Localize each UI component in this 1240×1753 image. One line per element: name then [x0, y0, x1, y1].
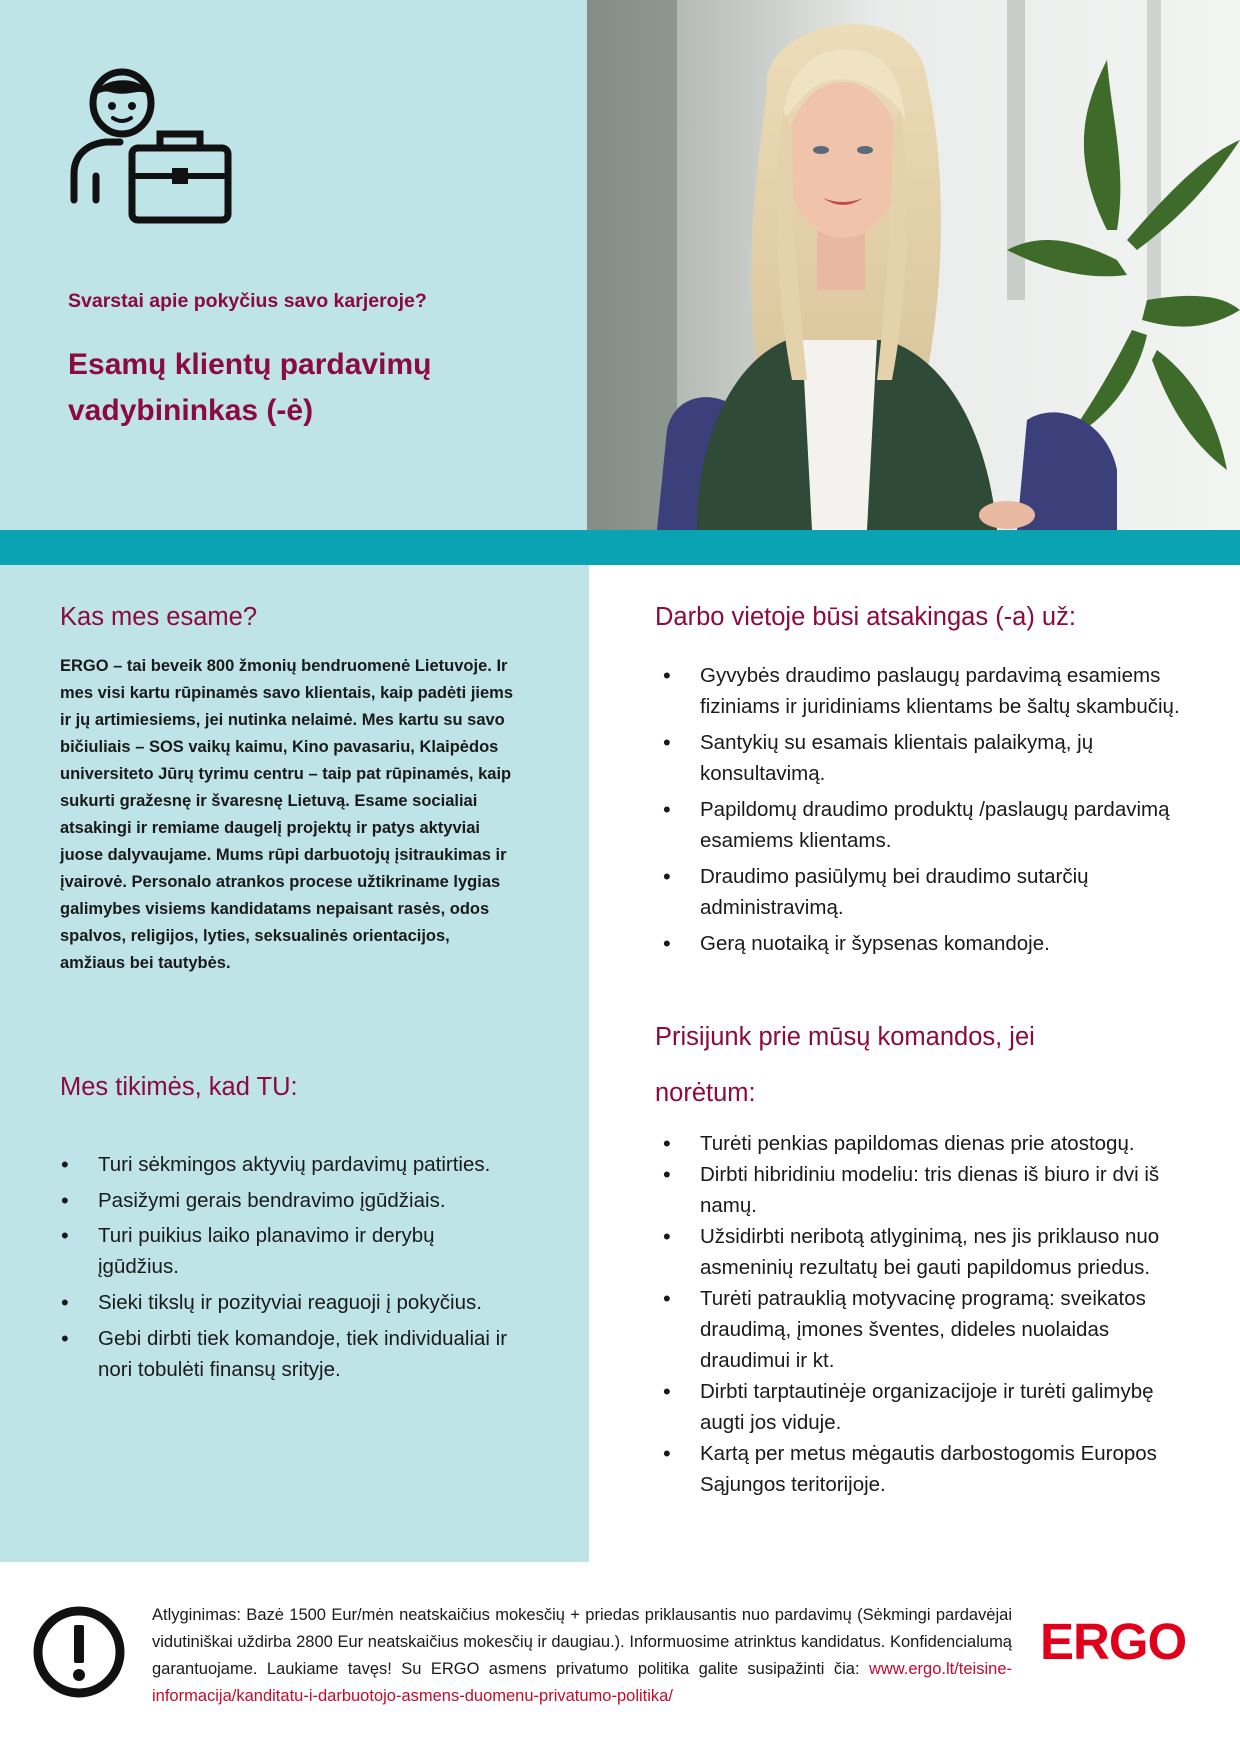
join-heading-line1: Prisijunk prie mūsų komandos, jei: [655, 1023, 1035, 1051]
duties-heading: Darbo vietoje būsi atsakingas (-a) už:: [655, 603, 1076, 631]
list-item: • Pasižymi gerais bendravimo įgūdžiais.: [98, 1185, 518, 1216]
list-item: • Papildomų draudimo produktų /paslaugų pardavimą esamiems klientams.: [700, 794, 1180, 856]
list-item: • Gerą nuotaiką ir šypsenas komandoje.: [700, 928, 1180, 959]
woman-portrait-image: [587, 0, 1240, 530]
list-item: • Draudimo pasiūlymų bei draudimo sutarčių administravimą.: [700, 861, 1180, 923]
list-item: • Sieki tikslų ir pozityviai reaguoji į pokyčius.: [98, 1287, 518, 1318]
job-title-line2: vadybininkas (-ė): [68, 394, 314, 427]
list-item: • Kartą per metus mėgautis darbostogomis Europos Sąjungos teritorijoje.: [700, 1438, 1180, 1500]
privacy-policy-link[interactable]: www.ergo.lt/teisine-informacija/kanditatu-i-darbuotojo-asmens-duomenu-privatumo-politika/: [152, 1660, 1012, 1705]
list-item: • Turėti patrauklią motyvacinę programą: sveikatos draudimą, įmones šventes, dideles nuolaidas draudimui ir kt.: [700, 1283, 1180, 1376]
about-heading: Kas mes esame?: [60, 603, 258, 631]
about-text: ERGO – tai beveik 800 žmonių bendruomenė Lietuvoje. Ir mes visi kartu rūpinamės savo klientais, kaip padėti jiems ir jų artimiesiems, jei nutinka nelaimė. Mes kartu su savo bičiuliais – SOS vaikų kaimu, Kino pavasariu, Klaipėdos universiteto Jūrų tyrimu centru – taip pat rūpinamės, kaip sukurti gražesnę ir švaresnę Lietuvą. Esame socialiai atsakingi ir remiame daugelį projektų ir patys aktyviai juose dalyvaujame. Mums rūpi darbuotojų įsitraukimas ir įvairovė. Personalo atrankos procese užtikriname lygias galimybes visiems kandidatams nepaisant rasės, odos spalvos, religijos, lyties, seksualinės orientacijos, amžiaus bei tautybės.: [60, 657, 514, 972]
hero-banner: [0, 0, 1240, 530]
footer-note: [152, 1602, 1012, 1710]
join-heading: [655, 1009, 1035, 1121]
list-item: • Dirbti hibridiniu modeliu: tris dienas iš biuro ir dvi iš namų.: [700, 1159, 1180, 1221]
hero-photo: [587, 0, 1240, 530]
join-heading-line2: norėtum:: [655, 1079, 756, 1107]
expect-heading: Mes tikimės, kad TU:: [60, 1073, 298, 1101]
hero-subtitle: Svarstai apie pokyčius savo karjeroje?: [68, 290, 427, 312]
list-item: • Santykių su esamais klientais palaikymą, jų konsultavimą.: [700, 727, 1180, 789]
join-list: [700, 1128, 1180, 1500]
job-title: [68, 342, 548, 434]
list-item: • Turi puikius laiko planavimo ir derybų įgūdžius.: [98, 1220, 518, 1282]
ergo-logo: ERGO: [1040, 1613, 1187, 1670]
list-item: • Dirbti tarptautinėje organizacijoje ir turėti galimybę augti jos viduje.: [700, 1376, 1180, 1438]
right-column: [589, 565, 1240, 1562]
hero-left-panel: [0, 0, 587, 530]
list-item: • Turėti penkias papildomas dienas prie atostogų.: [700, 1128, 1180, 1159]
duties-list: [700, 660, 1180, 959]
list-item: • Turi sėkmingos aktyvių pardavimų patirties.: [98, 1149, 518, 1180]
list-item: • Užsidirbti neribotą atlyginimą, nes jis priklauso nuo asmeninių rezultatų bei gauti papildomus priedus.: [700, 1221, 1180, 1283]
employee-briefcase-icon: [70, 68, 235, 226]
teal-divider-band: [0, 530, 1240, 565]
list-item: • Gyvybės draudimo paslaugų pardavimą esamiems fiziniams ir juridiniams klientams be šaltų skambučių.: [700, 660, 1180, 722]
job-title-line1: Esamų klientų pardavimų: [68, 348, 432, 381]
left-column: [0, 565, 589, 1562]
exclamation-warning-icon: [32, 1605, 126, 1699]
expect-list: [98, 1149, 518, 1385]
footer-text: Atlyginimas: Bazė 1500 Eur/mėn neatskaičius mokesčių + priedas priklausantis nuo pardavimų (Sėkmingi pardavėjai vidutiniškai uždirba 2800 Eur neatskaičius mokesčių ir daugiau.). Informuosime atrinktus kandidatus. Konfidencialumą garantuojame. Laukiame tavęs! Su ERGO asmens privatumo politika galite susipažinti čia:: [152, 1606, 1012, 1678]
list-item: • Gebi dirbti tiek komandoje, tiek individualiai ir nori tobulėti finansų srityje.: [98, 1323, 518, 1385]
